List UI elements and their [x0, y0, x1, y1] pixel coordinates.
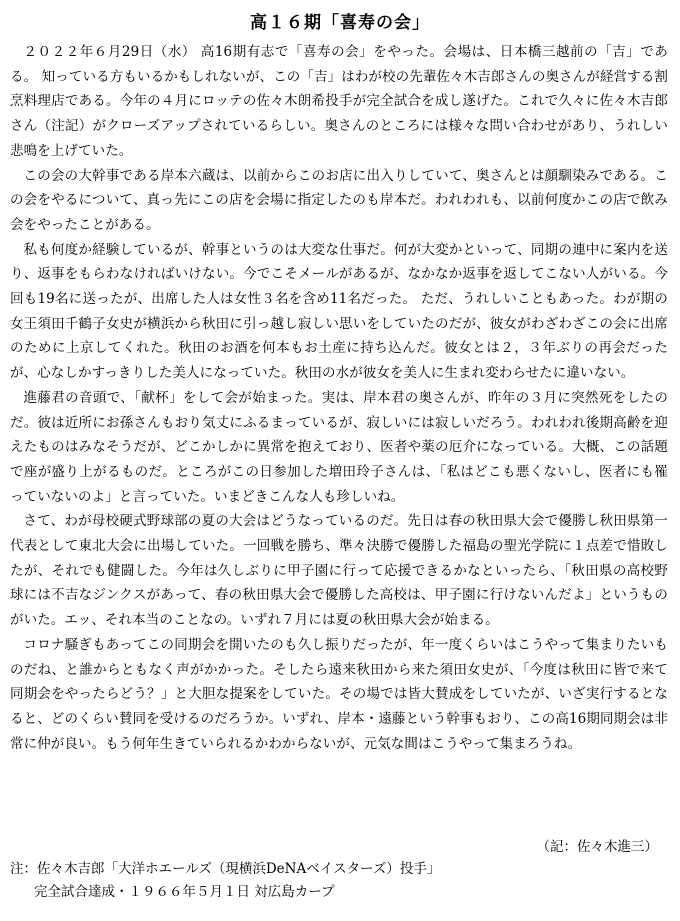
paragraph: さて、わが母校硬式野球部の夏の大会はどうなっているのだ。先日は春の秋田県大会で優勝し秋田県第一代表として東北大会に出場していた。一回戦を勝ち、準々決勝で優勝した福島の聖光学院に１点差で惜敗したが、それでも健闘した。今年は久しぶりに甲子園に行って応援できるかなといったら、「秋田県の高校野球には不吉なジンクスがあって、春の秋田県大会で優勝した高校は、甲子園に行けないんだよ」というものがいた。エッ、それ本当のことなの。いずれ７月には夏の秋田県大会が始まる。: [10, 513, 668, 629]
paragraph: コロナ騒ぎもあってこの同期会を開いたのも久し振りだったが、年一度くらいはこうやって集まりたいものだね、と誰からともなく声がかかった。そしたら遠来秋田から来た須田女史が、「今度は秋田に皆で来て同期会をやったらどう？」と大胆な提案をしていた。その場では皆大賛成をしていたが、いざ実行するとなると、どのくらい賛同を受けるのだろうか。いずれ、岸本・遠藤という幹事もおり、この高16期同期会は非常に仲が良い。もう何年生きていられるかわからないが、元気な間はこうやって集まろうね。: [10, 636, 668, 752]
paragraph: 進藤君の音頭で、「献杯」をして会が始まった。実は、岸本君の奥さんが、昨年の３月に突然死をしたのだ。彼は近所にお孫さんもおり気丈にふるまっているが、寂しいには寂しいだろう。われわれ後期高齢を迎えたものはみなそうだが、どこかしかに異常を抱えており、医者や薬の厄介になっている。大概、この話題で座が盛り上がるものだ。ところがこの日参加した増田玲子さんは、「私はどこも悪くないし、医者にも罹っていないのよ」と言っていた。いまどきこんな人も珍しいね。: [10, 389, 668, 505]
footnote-line-1: 注：佐々木吉郎「大洋ホエールズ（現横浜DeNAベイスターズ）投手」: [10, 861, 441, 877]
page-title: 高１６期「喜寿の会」: [250, 13, 430, 33]
author-signature: （記：佐々木進三）: [536, 839, 658, 855]
footnote-line-2: 完全試合達成・１９６６年５月１日 対広島カープ: [34, 884, 335, 900]
paragraph: 私も何度か経験しているが、幹事というのは大変な仕事だ。何が大変かといって、同期の連中に案内を送り、返事をもらわなければいけない。今でこそメールがあるが、なかなか返事を返してこない人がいる。今回も19名に送ったが、出席した人は女性３名を含め11名だった。 ただ、うれしいこともあった。わが期の女王須田千鶴子女史が横浜から秋田に引っ越し寂しい思いをしていたのだが、彼女がわざわざこの会に出席のために上京してくれた。秋田のお酒を何本もお土産に持ち込んだ。彼女とは２，３年ぶりの再会だったが、心なしかすっきりした美人になっていた。秋田の水が彼女を美人に生まれ変わらせたに違いない。: [10, 241, 668, 382]
paragraph: ２０２２年６月29日（水） 高16期有志で「喜寿の会」をやった。会場は、日本橋三越前の「吉」である。 知っている方もいるかもしれないが、この「吉」はわが校の先輩佐々木吉郎さんの奥さんが経営する割烹料理店である。今年の４月にロッテの佐々木朗希投手が完全試合を成し遂げた。これで久々に佐々木吉郎さん（注記）がクローズアップされているらしい。奥さんのところには様々な問い合わせがあり、うれしい悲鳴を上げていた。: [10, 44, 668, 159]
article-body: [10, 40, 668, 756]
paragraph: この会の大幹事である岸本六蔵は、以前からこのお店に出入りしていて、奥さんとは顔馴染みである。この会をやるについて、真っ先にこの店を会場に指定したのも岸本だ。われわれも、以前何度かこの店で飲み会をやったことがある。: [10, 167, 668, 233]
